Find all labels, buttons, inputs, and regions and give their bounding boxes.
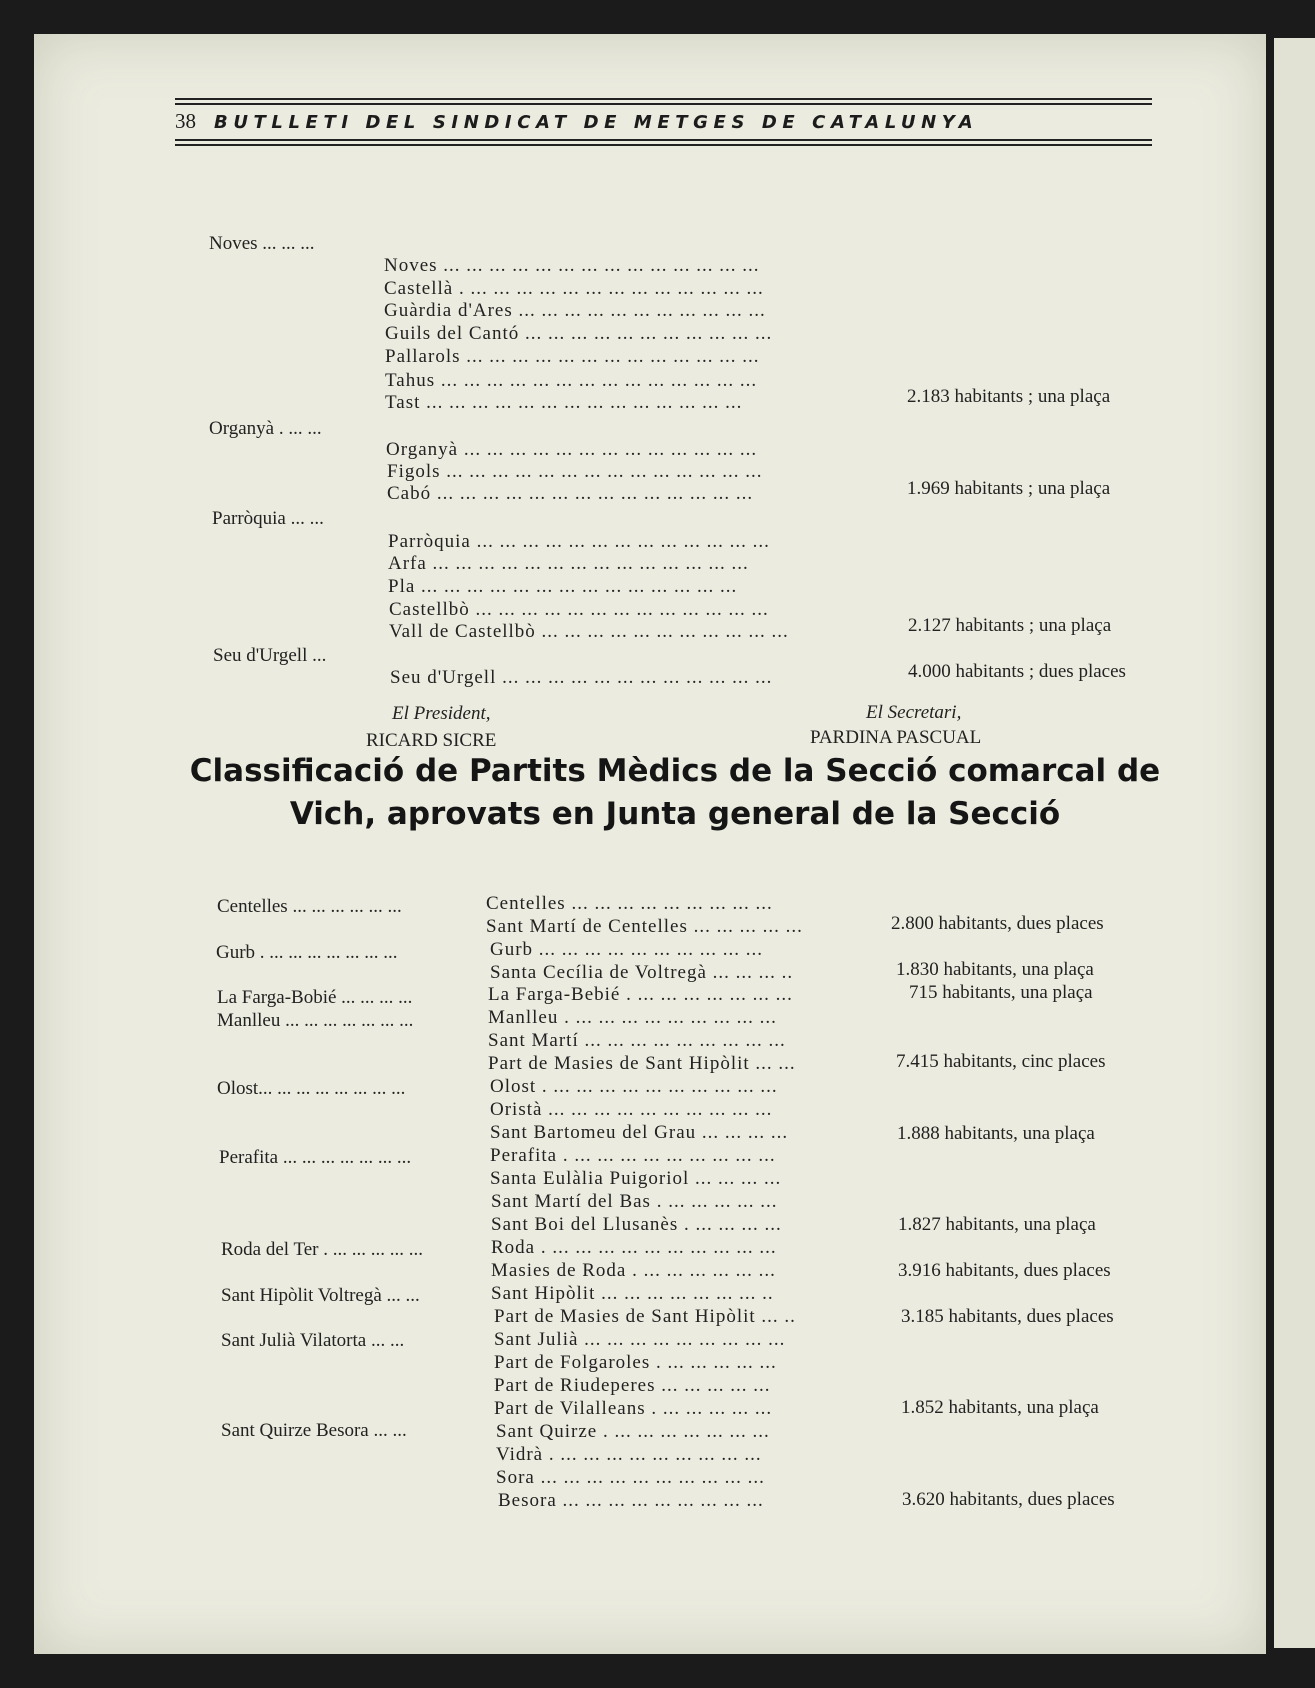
village-entry: Perafita . ... ... ... ... ... ... ... ... ... <box>490 1145 776 1166</box>
group-label: Parròquia ... ... <box>212 508 324 529</box>
secretary-name: PARDINA PASCUAL <box>810 727 982 748</box>
group-label: Olost... ... ... ... ... ... ... ... <box>217 1078 406 1099</box>
header-rule-bottom <box>175 139 1152 141</box>
adjacent-page-edge <box>1274 38 1315 1648</box>
village-entry: Sant Hipòlit ... ... ... ... ... ... ... .. <box>491 1283 774 1304</box>
district-total: 3.916 habitants, dues places <box>898 1260 1111 1281</box>
village-entry: Guils del Cantó ... ... ... ... ... ... ... ... ... ... ... <box>385 323 773 344</box>
section-title: Classificació de Partits Mèdics de la Secció comarcal de Vich, aprovats en Junta general de la Secció <box>189 753 1161 832</box>
group-label: Organyà . ... ... <box>209 418 322 439</box>
president-name: RICARD SICRE <box>366 730 497 751</box>
village-entry: Part de Folgaroles . ... ... ... ... ... <box>494 1352 777 1373</box>
village-entry: Oristà ... ... ... ... ... ... ... ... ... ... <box>490 1099 773 1120</box>
village-entry: La Farga-Bebié . ... ... ... ... ... ... ... <box>488 984 793 1005</box>
village-entry: Masies de Roda . ... ... ... ... ... ... <box>491 1260 776 1281</box>
village-entry: Sora ... ... ... ... ... ... ... ... ... ... <box>496 1467 765 1488</box>
village-entry: Guàrdia d'Ares ... ... ... ... ... ... ... ... ... ... ... <box>384 300 766 321</box>
group-label: Roda del Ter . ... ... ... ... ... <box>221 1239 424 1260</box>
group-label: Noves ... ... ... <box>209 233 315 254</box>
district-total: 7.415 habitants, cinc places <box>896 1051 1106 1072</box>
village-entry: Manlleu . ... ... ... ... ... ... ... ... ... <box>488 1007 777 1028</box>
village-entry: Santa Cecília de Voltregà ... ... ... .. <box>490 962 794 983</box>
village-entry: Besora ... ... ... ... ... ... ... ... ... <box>498 1490 764 1511</box>
village-entry: Sant Martí de Centelles ... ... ... ... ... <box>486 916 803 937</box>
village-entry: Arfa ... ... ... ... ... ... ... ... ... ... ... ... ... ... <box>388 553 749 574</box>
secretary-role: El Secretari, <box>866 702 962 723</box>
district-total: 3.620 habitants, dues places <box>902 1489 1115 1510</box>
group-label: Sant Quirze Besora ... ... <box>221 1420 407 1441</box>
group-label: Gurb . ... ... ... ... ... ... ... <box>216 942 398 963</box>
village-entry: Parròquia ... ... ... ... ... ... ... ... ... ... ... ... ... <box>388 531 770 552</box>
district-total: 4.000 habitants ; dues places <box>908 661 1126 682</box>
village-entry: Roda . ... ... ... ... ... ... ... ... ... ... <box>491 1237 777 1258</box>
village-entry: Santa Eulàlia Puigoriol ... ... ... ... <box>490 1168 782 1189</box>
header-rule-top-2 <box>175 103 1152 105</box>
header-rule-top <box>175 98 1152 100</box>
district-total: 2.183 habitants ; una plaça <box>907 386 1111 407</box>
running-header <box>175 98 1152 149</box>
village-entry: Centelles ... ... ... ... ... ... ... ... ... <box>486 893 773 914</box>
district-total: 715 habitants, una plaça <box>909 982 1093 1003</box>
village-entry: Sant Quirze . ... ... ... ... ... ... ... <box>496 1421 770 1442</box>
village-entry: Vidrà . ... ... ... ... ... ... ... ... ... <box>496 1444 762 1465</box>
village-entry: Tahus ... ... ... ... ... ... ... ... ... ... ... ... ... ... <box>385 370 758 391</box>
village-entry: Pallarols ... ... ... ... ... ... ... ... ... ... ... ... ... <box>385 346 760 367</box>
district-total: 1.888 habitants, una plaça <box>897 1123 1095 1144</box>
village-entry: Sant Boi del Llusanès . ... ... ... ... <box>491 1214 782 1235</box>
page-number: 38 <box>175 109 196 133</box>
village-entry: Part de Masies de Sant Hipòlit ... .. <box>494 1306 796 1327</box>
district-total: 2.127 habitants ; una plaça <box>908 615 1112 636</box>
district-total: 1.827 habitants, una plaça <box>898 1214 1096 1235</box>
village-entry: Sant Martí del Bas . ... ... ... ... ... <box>491 1191 778 1212</box>
group-label: Sant Julià Vilatorta ... ... <box>221 1330 405 1351</box>
village-entry: Sant Martí ... ... ... ... ... ... ... ... ... <box>488 1030 786 1051</box>
group-label: Seu d'Urgell ... <box>213 645 327 666</box>
group-label: Sant Hipòlit Voltregà ... ... <box>221 1285 420 1306</box>
village-entry: Castellà . ... ... ... ... ... ... ... ... ... ... ... ... ... <box>384 278 764 299</box>
district-total: 1.969 habitants ; una plaça <box>907 478 1111 499</box>
district-total: 2.800 habitants, dues places <box>891 913 1104 934</box>
village-entry: Seu d'Urgell ... ... ... ... ... ... ... ... ... ... ... ... <box>390 667 773 688</box>
group-label: La Farga-Bobié ... ... ... ... <box>217 987 413 1008</box>
header-rule-bottom-2 <box>175 144 1152 146</box>
district-total: 3.185 habitants, dues places <box>901 1306 1114 1327</box>
village-entry: Tast ... ... ... ... ... ... ... ... ... ... ... ... ... ... <box>385 392 743 413</box>
district-total: 1.830 habitants, una plaça <box>896 959 1094 980</box>
village-entry: Part de Riudeperes ... ... ... ... ... <box>494 1375 771 1396</box>
village-entry: Castellbò ... ... ... ... ... ... ... ... ... ... ... ... ... <box>389 599 769 620</box>
village-entry: Sant Julià ... ... ... ... ... ... ... ... ... <box>494 1329 786 1350</box>
village-entry: Part de Masies de Sant Hipòlit ... ... <box>488 1053 796 1074</box>
village-entry: Gurb ... ... ... ... ... ... ... ... ... ... <box>490 939 764 960</box>
president-role: El President, <box>392 703 491 724</box>
group-label: Manlleu ... ... ... ... ... ... ... <box>217 1010 414 1031</box>
village-entry: Figols ... ... ... ... ... ... ... ... ... ... ... ... ... ... <box>387 461 763 482</box>
district-total: 1.852 habitants, una plaça <box>901 1397 1099 1418</box>
journal-title: BUTLLETI DEL SINDICAT DE METGES DE CATALUNYA <box>214 112 979 133</box>
group-label: Centelles ... ... ... ... ... ... <box>217 896 402 917</box>
group-label: Perafita ... ... ... ... ... ... ... <box>219 1147 412 1168</box>
village-entry: Olost . ... ... ... ... ... ... ... ... ... ... <box>490 1076 778 1097</box>
village-entry: Noves ... ... ... ... ... ... ... ... ... ... ... ... ... ... <box>384 255 760 276</box>
village-entry: Organyà ... ... ... ... ... ... ... ... ... ... ... ... ... <box>386 439 758 460</box>
village-entry: Vall de Castellbò ... ... ... ... ... ... ... ... ... ... ... <box>389 621 789 642</box>
village-entry: Cabó ... ... ... ... ... ... ... ... ... ... ... ... ... ... <box>387 483 754 504</box>
village-entry: Sant Bartomeu del Grau ... ... ... ... <box>490 1122 789 1143</box>
village-entry: Part de Vilalleans . ... ... ... ... ... <box>494 1398 773 1419</box>
village-entry: Pla ... ... ... ... ... ... ... ... ... ... ... ... ... ... <box>388 576 738 597</box>
